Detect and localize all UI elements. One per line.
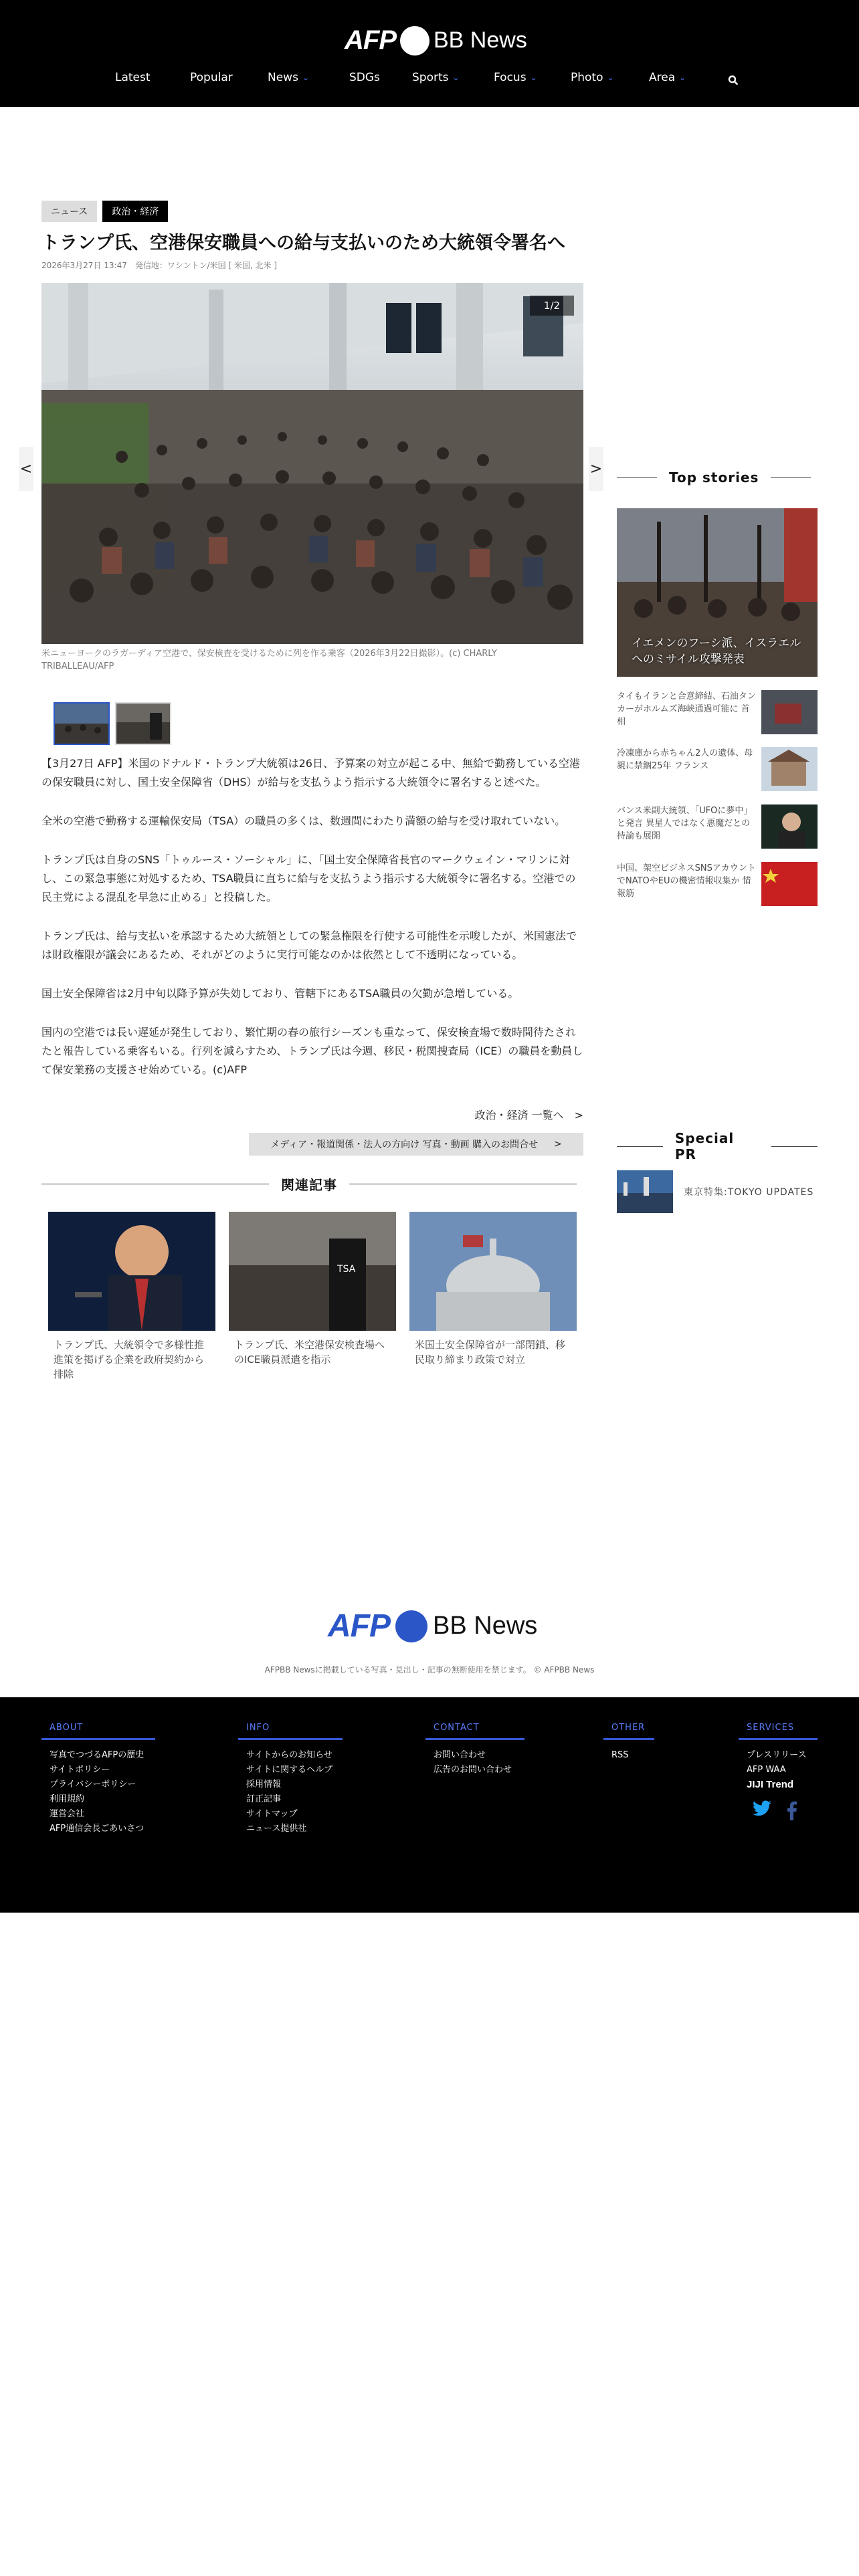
- top-story-text: タイもイランと合意締結、石油タンカーがホルムズ海峡通過可能に 首相: [617, 691, 756, 727]
- chevron-down-icon: ⌄: [607, 73, 614, 82]
- special-pr-item[interactable]: [617, 1170, 818, 1213]
- related-heading: [41, 1174, 583, 1194]
- divider: [771, 477, 811, 478]
- footer-link[interactable]: 訂正記事: [246, 1794, 282, 1804]
- thumbnail-1[interactable]: [54, 702, 110, 745]
- site-header: [0, 0, 859, 107]
- chevron-down-icon: ⌄: [452, 73, 460, 82]
- footer-logo-dot: [395, 1610, 427, 1642]
- related-caption: トランプ氏、大統領令で多様性推進策を掲げる企業を政府契約から排除: [54, 1339, 205, 1380]
- airport-crowd-image: [41, 283, 583, 644]
- top-story-item[interactable]: [617, 862, 818, 909]
- top-story-item[interactable]: [617, 804, 818, 851]
- footer-link[interactable]: 運営会社: [50, 1809, 85, 1819]
- special-pr-thumb: [617, 1170, 673, 1213]
- photo-caption: 米ニューヨークのラガーディア空港で、保安検査を受けるために列を作る乗客（2026年3月22日撮影）。(c) CHARLY TRIBALLEAU/AFP: [41, 649, 497, 671]
- footer-column-contact: [425, 1723, 524, 1778]
- article-tags: [41, 201, 168, 222]
- logo-dot: [400, 26, 430, 56]
- photo-thumbnails: [54, 702, 171, 745]
- footer-heading: ABOUT: [41, 1723, 155, 1740]
- facebook-icon[interactable]: [785, 1800, 797, 1820]
- footer-link[interactable]: 広告のお問い合わせ: [434, 1765, 512, 1775]
- footer-link[interactable]: サイトに関するヘルプ: [246, 1765, 333, 1775]
- chevron-down-icon: ⌄: [530, 73, 537, 82]
- thumbnail-image: [116, 704, 171, 745]
- related-image: [409, 1212, 577, 1331]
- nav-focus[interactable]: [494, 71, 537, 84]
- nav-label: Latest: [115, 71, 151, 84]
- next-photo-button[interactable]: >: [589, 447, 603, 491]
- media-inquiry-button[interactable]: [249, 1133, 583, 1156]
- footer-link[interactable]: 利用規約: [50, 1794, 85, 1804]
- category-list-link[interactable]: 政治・経済 一覧へ >: [474, 1109, 583, 1121]
- footer-column-services: [739, 1723, 818, 1793]
- top-story-thumb: [761, 804, 818, 849]
- article-title: トランプ氏、空港保安職員への給与支払いのため大統領令署名へ: [41, 233, 565, 253]
- nav-news[interactable]: [268, 71, 309, 84]
- top-story-thumb: [761, 747, 818, 791]
- footer-link[interactable]: プレスリリース: [747, 1750, 807, 1760]
- related-card[interactable]: [229, 1212, 396, 1367]
- top-story-main[interactable]: [617, 508, 818, 677]
- footer-heading: CONTACT: [425, 1723, 524, 1740]
- footer-link[interactable]: 採用情報: [246, 1780, 282, 1790]
- media-inquiry-label: メディア・報道関係・法人の方向け 写真・動画 購入のお問合せ: [270, 1140, 539, 1150]
- tag-politics[interactable]: 政治・経済: [102, 201, 168, 222]
- special-pr-text: 東京特集:TOKYO UPDATES: [684, 1187, 814, 1198]
- logo-afp-text: AFP: [345, 25, 396, 55]
- main-nav: [0, 71, 859, 94]
- article-body: [41, 754, 583, 1099]
- nav-latest[interactable]: [115, 71, 151, 84]
- nav-label: Area: [649, 71, 676, 84]
- top-stories-heading: [617, 469, 818, 486]
- top-story-item[interactable]: [617, 747, 818, 794]
- top-story-item[interactable]: [617, 690, 818, 737]
- footer-link[interactable]: プライバシーポリシー: [50, 1780, 136, 1790]
- nav-sports[interactable]: [412, 71, 460, 84]
- chevron-down-icon: ⌄: [302, 73, 309, 82]
- divider: [617, 1146, 663, 1147]
- top-story-text: 中国、架空ビジネスSNSアカウントでNATOやEUの機密情報収集か 情報筋: [617, 863, 756, 899]
- top-stories-label: Top stories: [669, 469, 759, 486]
- footer-logo-afp: AFP: [328, 1608, 390, 1644]
- footer-column-other: [603, 1723, 654, 1763]
- jiji-trend-logo: JIJI Trend: [747, 1779, 794, 1790]
- logo-bb-text: BB News: [434, 27, 527, 53]
- thumbnail-2[interactable]: [115, 702, 171, 745]
- footer-link[interactable]: サイトポリシー: [50, 1765, 110, 1775]
- svg-text:TSA: TSA: [337, 1264, 356, 1275]
- paragraph: トランプ氏は、給与支払いを承認するため大統領としての緊急権限を行使する可能性を示唆したが、米国憲法では財政権限が議会にあるため、それがどのように実行可能なのかは依然として不透明になっている。: [41, 930, 577, 961]
- thumbnail-image: [55, 704, 110, 745]
- related-image: [48, 1212, 215, 1331]
- special-pr-label: Special PR: [674, 1130, 735, 1162]
- footer-link[interactable]: サイトマップ: [246, 1809, 298, 1819]
- nav-label: Sports: [412, 71, 449, 84]
- nav-photo[interactable]: [571, 71, 614, 84]
- footer-logo-bb: BB News: [433, 1612, 538, 1640]
- divider: [617, 477, 657, 478]
- nav-sdgs[interactable]: [349, 71, 380, 84]
- top-story-thumb: [761, 690, 818, 734]
- paragraph: 国土安全保障省は2月中旬以降予算が失効しており、管轄下にあるTSA職員の欠勤が急増している。: [41, 987, 519, 1000]
- site-footer: [0, 1697, 859, 1913]
- jiji-trend-link[interactable]: [739, 1778, 818, 1793]
- article-main-photo[interactable]: [41, 283, 583, 644]
- nav-label: SDGs: [349, 71, 380, 84]
- site-logo[interactable]: [345, 25, 527, 56]
- paragraph: 全米の空港で勤務する運輸保安局（TSA）の職員の多くは、数週間にわたり満額の給与を受け取れていない。: [41, 815, 566, 827]
- article-meta: 2026年3月27日 13:47 発信地：ワシントン/米国 [ 米国, 北米 ]: [41, 261, 278, 270]
- related-caption: トランプ氏、米空港保安検査場へのICE職員派遣を指示: [234, 1339, 385, 1366]
- twitter-icon[interactable]: [752, 1800, 772, 1818]
- paragraph: 【3月27日 AFP】米国のドナルド・トランプ大統領は26日、予算案の対立が起こる中、無給で勤務している空港の保安職員に対し、国土安全保障省（DHS）が給与を支払うよう指示する大統領令に署名すると述べた。: [41, 757, 580, 788]
- paragraph: 国内の空港では長い遅延が発生しており、繁忙期の春の旅行シーズンも重なって、保安検査場で数時間待たされたと報告している乗客もいる。行列を減らすため、トランプ氏は今週、移民・税関捜査局（ICE）の職員を動員して保安業務の支援させ始めている。(c)AFP: [41, 1026, 583, 1076]
- social-links: [752, 1800, 797, 1820]
- paragraph: トランプ氏は自身のSNS「トゥルース・ソーシャル」に、「国土安全保障省長官のマークウェイン・マリンに対し、この緊急事態に対処するため、TSA職員に直ちに給与を支払うよう指示する大統領令に署名する。空港での民主党による混乱を早急に止める」と投稿した。: [41, 853, 576, 903]
- search-icon[interactable]: [728, 75, 739, 86]
- footer-link[interactable]: AFP通信会長ごあいさつ: [50, 1824, 145, 1834]
- footer-link[interactable]: ニュース提供社: [246, 1824, 307, 1834]
- related-card[interactable]: [409, 1212, 577, 1367]
- footer-column-info: [238, 1723, 343, 1836]
- footer-heading: OTHER: [603, 1723, 654, 1740]
- top-story-text: バンス米副大統領、「UFOに夢中」と発言 異星人ではなく悪魔だとの持論も展開: [617, 806, 753, 841]
- divider: [771, 1146, 818, 1147]
- top-story-thumb: [761, 862, 818, 906]
- related-heading-label: 関連記事: [281, 1177, 337, 1193]
- footer-link[interactable]: サイトからのお知らせ: [246, 1750, 332, 1760]
- chevron-right-icon: >: [554, 1139, 562, 1150]
- nav-area[interactable]: [649, 71, 686, 84]
- footer-link[interactable]: RSS: [611, 1750, 629, 1760]
- photo-pager: 1/2: [530, 296, 574, 316]
- nav-label: Photo: [571, 71, 603, 84]
- nav-label: Focus: [494, 71, 527, 84]
- footer-link[interactable]: お問い合わせ: [434, 1750, 486, 1760]
- footer-heading: INFO: [238, 1723, 343, 1740]
- top-story-main-caption: イエメンのフーシ派、イスラエルへのミサイル攻撃発表: [632, 637, 801, 666]
- related-image: [229, 1212, 396, 1331]
- nav-popular[interactable]: [190, 71, 233, 84]
- footer-heading: SERVICES: [739, 1723, 818, 1740]
- tag-news[interactable]: ニュース: [41, 201, 97, 222]
- special-pr-heading: [617, 1130, 818, 1162]
- prev-photo-button[interactable]: <: [19, 447, 33, 491]
- related-caption: 米国土安全保障省が一部閉鎖、移民取り締まり政策で対立: [415, 1339, 566, 1366]
- top-story-text: 冷凍庫から赤ちゃん2人の遺体、母親に禁錮25年 フランス: [617, 748, 753, 771]
- related-card[interactable]: [48, 1212, 215, 1382]
- copyright-notice: AFPBB Newsに掲載している写真・見出し・記事の無断使用を禁じます。 © AFPBB News: [264, 1665, 595, 1675]
- footer-link[interactable]: 写真でつづるAFPの歴史: [50, 1750, 145, 1760]
- nav-label: Popular: [190, 71, 233, 84]
- footer-logo[interactable]: [328, 1608, 537, 1644]
- chevron-down-icon: ⌄: [679, 73, 686, 82]
- footer-column-about: [41, 1723, 155, 1836]
- nav-label: News: [268, 71, 298, 84]
- footer-link[interactable]: AFP WAA: [747, 1765, 786, 1775]
